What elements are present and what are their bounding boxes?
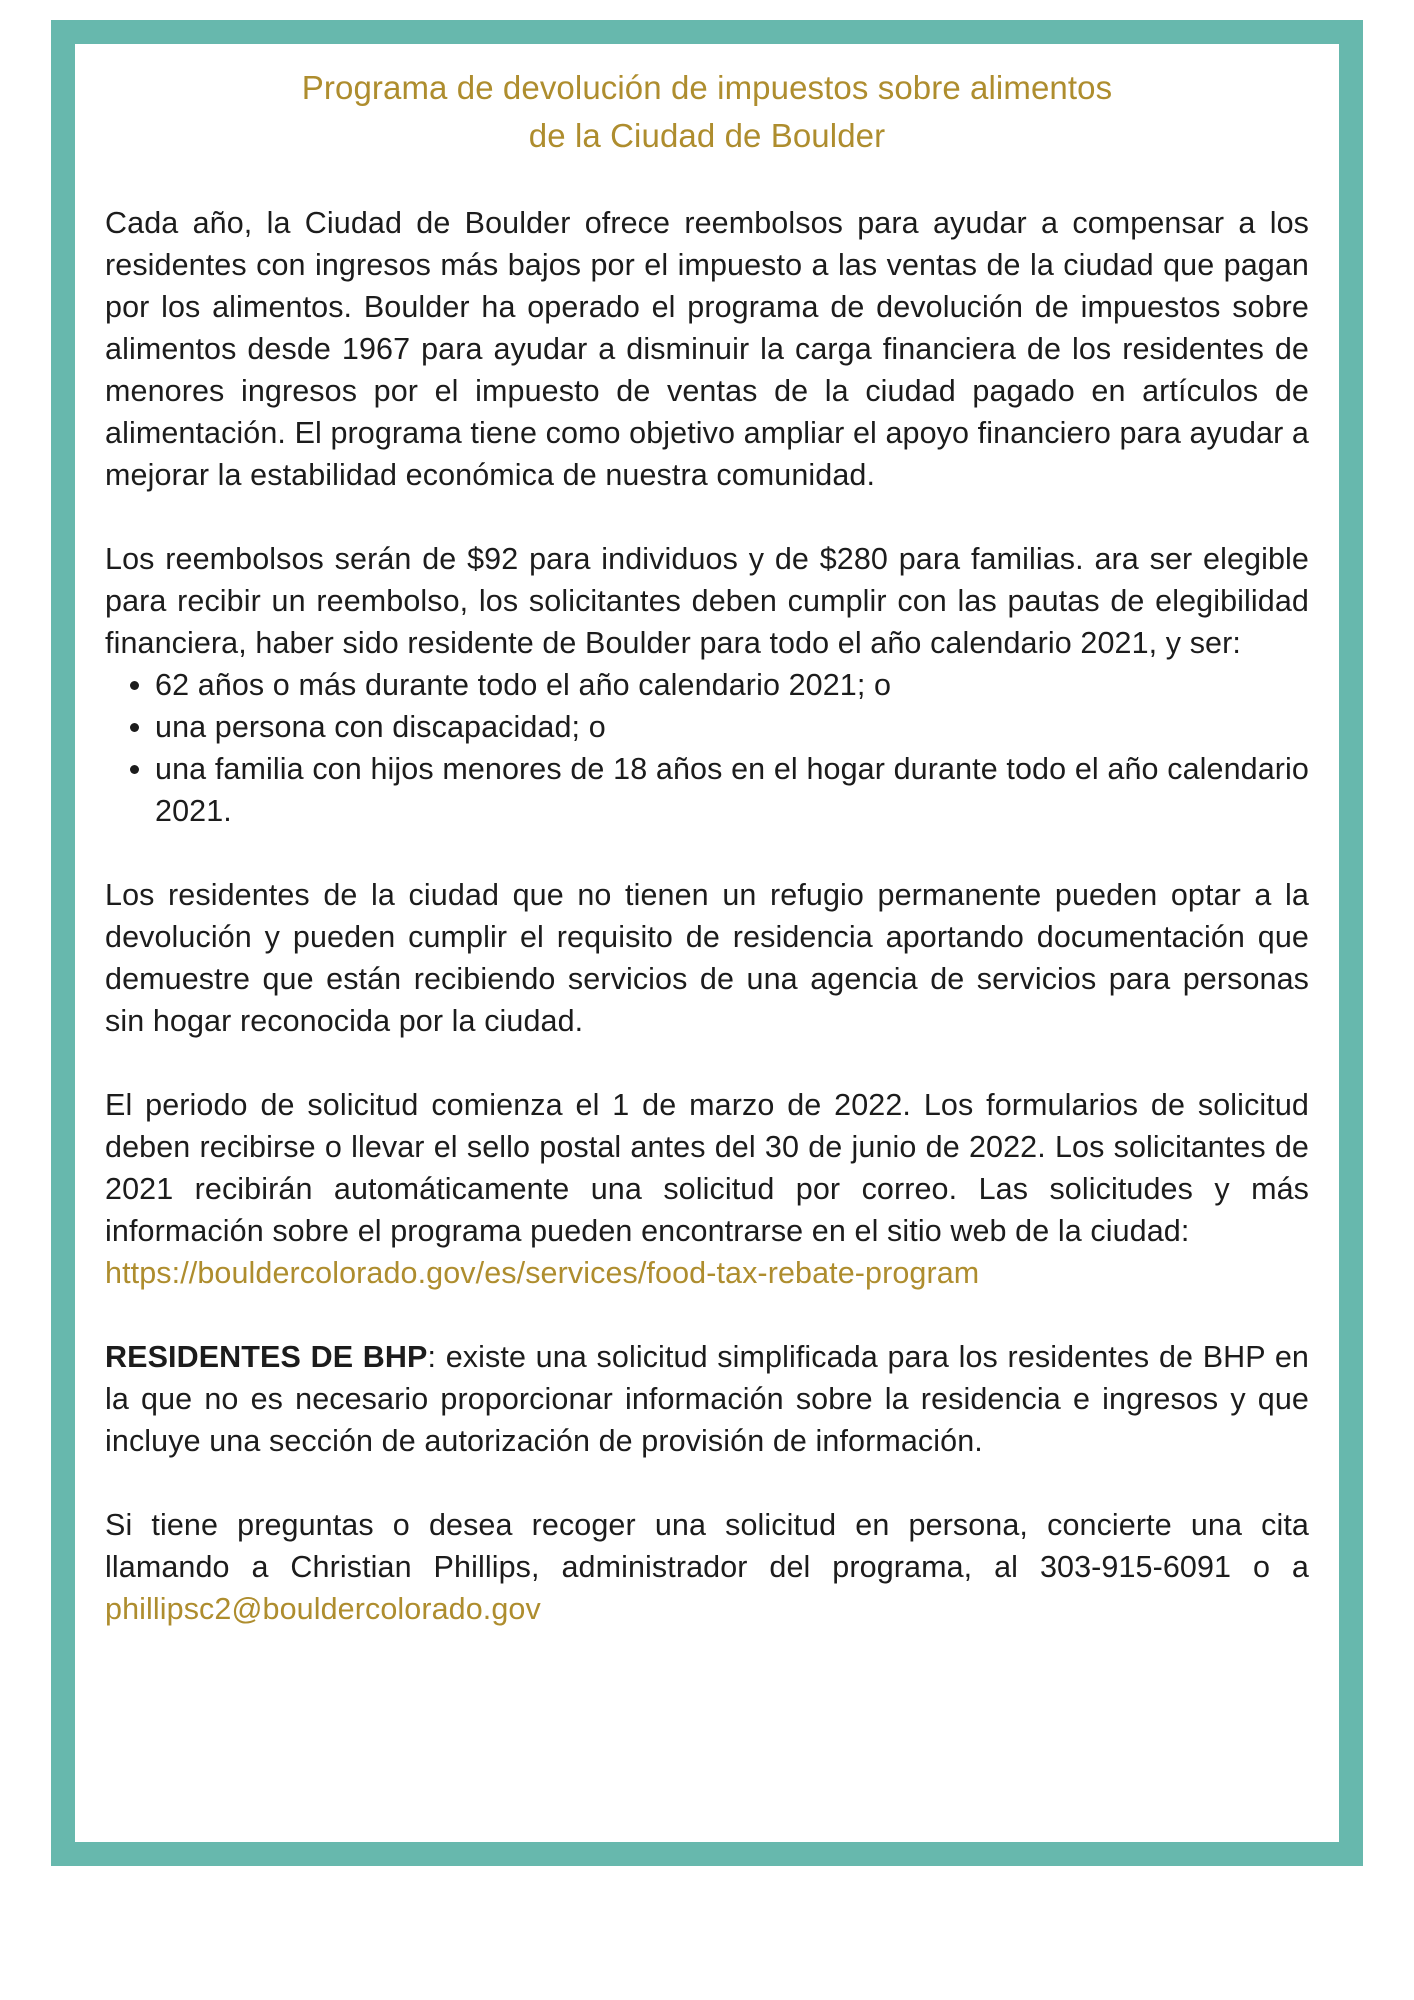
criteria-item: • una persona con discapacidad; o: [155, 706, 1309, 748]
title-line-1: Programa de devolución de impuestos sobre alimentos: [301, 69, 1113, 106]
contact-paragraph: [105, 1504, 1309, 1630]
bhp-label: RESIDENTES DE BHP: [105, 1340, 428, 1374]
intro-paragraph: Cada año, la Ciudad de Boulder ofrece reembolsos para ayudar a compensar a los residentes con ingresos más bajos por el impuesto a las ventas de la ciudad que pagan por los alimentos. Boulder ha operado el programa de devolución de impuestos sobre alimentos desde 1967 para ayudar a disminuir la carga financiera de los residentes de menores ingresos por el impuesto de ventas de la ciudad pagado en artículos de alimentación. El programa tiene como objetivo ampliar el apoyo financiero para ayudar a mejorar la estabilidad económica de nuestra comunidad.: [105, 206, 1309, 492]
contact-text: Si tiene preguntas o desea recoger una solicitud en persona, concierte una cita llamando a Christian Phillips, administrador del programa, al 303-915-6091 o a: [105, 1508, 1309, 1584]
eligibility-paragraph: Los reembolsos serán de $92 para individuos y de $280 para familias. ara ser elegible para recibir un reembolso, los solicitantes deben cumplir con las pautas de elegibilidad financiera, haber sido residente de Boulder para todo el año calendario 2021, y ser:: [105, 542, 1309, 660]
title-line-2: de la Ciudad de Boulder: [528, 117, 886, 154]
flyer-content: [105, 64, 1309, 1672]
homeless-paragraph: Los residentes de la ciudad que no tienen un refugio permanente pueden optar a la devolución y pueden cumplir el requisito de residencia aportando documentación que demuestre que están recibiendo servicios de una agencia de servicios para personas sin hogar reconocida por la ciudad.: [105, 878, 1309, 1038]
criteria-item: • 62 años o más durante todo el año calendario 2021; o: [155, 664, 1309, 706]
page-title: [105, 64, 1309, 160]
program-website-link[interactable]: https://bouldercolorado.gov/es/services/food-tax-rebate-program: [105, 1256, 980, 1290]
eligibility-criteria-list: [105, 664, 1309, 832]
application-text: El periodo de solicitud comienza el 1 de marzo de 2022. Los formularios de solicitud deben recibirse o llevar el sello postal antes del 30 de junio de 2022. Los solicitantes de 2021 recibirán automáticamente una solicitud por correo. Las solicitudes y más información sobre el programa pueden encontrarse en el sitio web de la ciudad:: [105, 1088, 1309, 1248]
application-paragraph: [105, 1084, 1309, 1294]
flyer-card: [75, 44, 1339, 1842]
bhp-paragraph: [105, 1336, 1309, 1462]
criteria-item: • una familia con hijos menores de 18 años en el hogar durante todo el año calendario 2021.: [155, 748, 1309, 832]
contact-email-link[interactable]: phillipsc2@bouldercolorado.gov: [105, 1592, 541, 1626]
bhp-text: : existe una solicitud simplificada para los residentes de BHP en la que no es necesario proporcionar información sobre la residencia e ingresos y que incluye una sección de autorización de provisión de información.: [105, 1340, 1309, 1458]
